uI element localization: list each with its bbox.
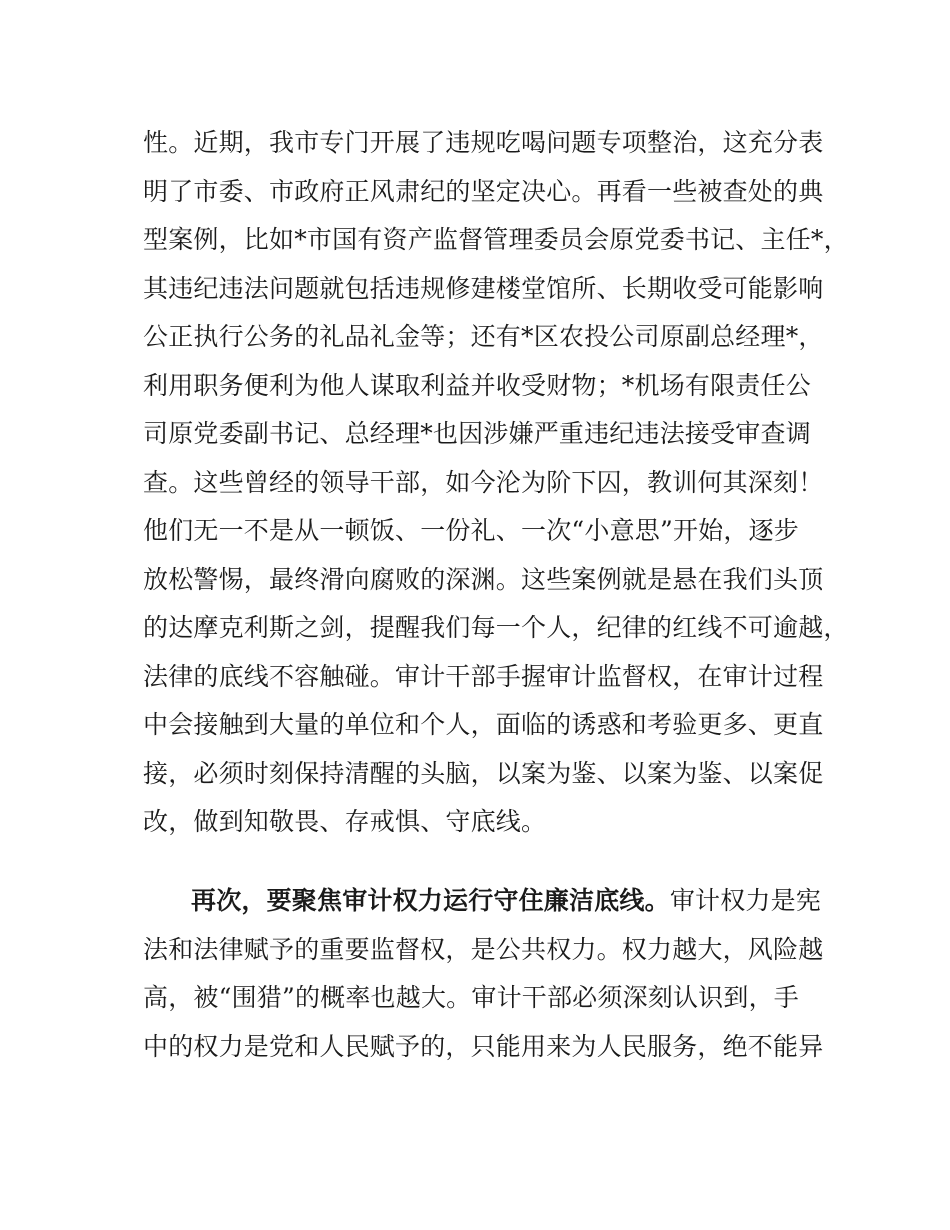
paragraph-2	[143, 877, 823, 1071]
paragraph-1-line-3: 型案例，比如*市国有资产监督管理委员会原党委书记、主任*，	[143, 225, 849, 254]
paragraph-1-line-4: 其违纪违法问题就包括违规修建楼堂馆所、长期收受可能影响	[143, 273, 824, 303]
paragraph-1-line-2: 明了市委、市政府正风肃纪的坚定决心。再看一些被查处的典	[143, 176, 824, 206]
paragraph-1-line-11: 的达摩克利斯之剑，提醒我们每一个人，纪律的红线不可逾越，	[143, 613, 849, 642]
paragraph-2-line-4: 中的权力是党和人民赋予的，只能用来为人民服务，绝不能异	[143, 1031, 824, 1061]
paragraph-1-line-9: 他们无一不是从一顿饭、一份礼、一次“小意思”开始，逐步	[143, 516, 799, 545]
paragraph-1-line-13: 中会接触到大量的单位和个人，面临的诱惑和考验更多、更直	[143, 710, 824, 739]
paragraph-1-line-7: 司原党委副书记、总经理*也因涉嫌严重违纪违法接受审查调	[143, 419, 811, 448]
paragraph-2-line-2: 法和法律赋予的重要监督权，是公共权力。权力越大，风险越	[143, 934, 824, 964]
paragraph-2-line-1-text: 审计权力是宪	[669, 886, 822, 915]
paragraph-1	[143, 119, 849, 847]
paragraph-2-line-3: 高，被“围猎”的概率也越大。审计干部必须深刻认识到，手	[143, 983, 799, 1012]
paragraph-1-line-5: 公正执行公务的礼品礼金等；还有*区农投公司原副总经理*，	[143, 322, 824, 351]
paragraph-1-line-15: 改，做到知敬畏、存戒惧、守底线。	[143, 807, 547, 836]
paragraph-1-line-12: 法律的底线不容触碰。审计干部手握审计监督权，在审计过程	[143, 661, 824, 691]
paragraph-1-line-8: 查。这些曾经的领导干部，如今沦为阶下囚，教训何其深刻！	[143, 467, 824, 497]
paragraph-1-line-10: 放松警惕，最终滑向腐败的深渊。这些案例就是悬在我们头顶	[143, 564, 824, 594]
paragraph-1-line-14: 接，必须时刻保持清醒的头脑，以案为鉴、以案为鉴、以案促	[143, 758, 824, 788]
paragraph-1-line-6: 利用职务便利为他人谋取利益并收受财物；*机场有限责任公	[143, 370, 811, 400]
paragraph-2-line-1	[143, 877, 823, 926]
section-heading: 再次，要聚焦审计权力运行守住廉洁底线。	[191, 886, 670, 915]
paragraph-1-line-1: 性。近期，我市专门开展了违规吃喝问题专项整治，这充分表	[143, 128, 824, 157]
